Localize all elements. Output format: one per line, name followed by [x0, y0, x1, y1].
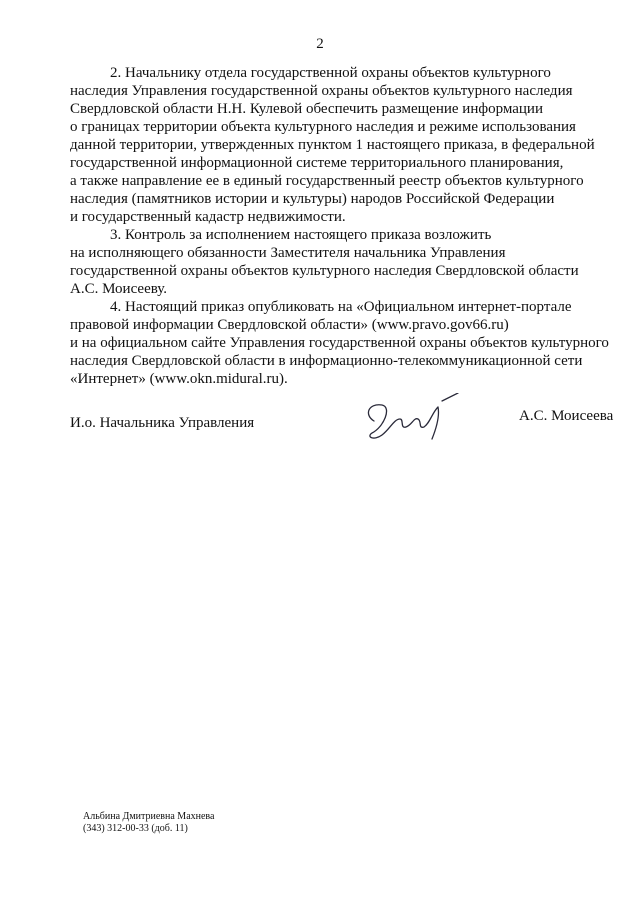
paragraph-4-line: правовой информации Свердловской области» (www.pravo.gov66.ru)	[70, 317, 509, 333]
executor-phone: (343) 312-00-33 (доб. 11)	[83, 823, 188, 834]
paragraph-2-line: а также направление ее в единый государственный реестр объектов культурного	[70, 173, 584, 189]
paragraph-4-line: наследия Свердловской области в информационно-телекоммуникационной сети	[70, 353, 583, 369]
paragraph-3-line: на исполняющего обязанности Заместителя начальника Управления	[70, 245, 506, 261]
paragraph-3-line: А.С. Моисееву.	[70, 281, 168, 297]
paragraph-2-line: данной территории, утвержденных пунктом 1 настоящего приказа, в федеральной	[70, 137, 595, 153]
paragraph-2-line: государственной информационной системе территориального планирования,	[70, 155, 564, 171]
page-number: 2	[316, 36, 324, 52]
paragraph-4-line: и на официальном сайте Управления государственной охраны объектов культурного	[70, 335, 609, 351]
paragraph-2-line: 2. Начальнику отдела государственной охраны объектов культурного	[110, 65, 551, 81]
executor-name: Альбина Дмитриевна Махнева	[83, 811, 215, 822]
signatory-position: И.о. Начальника Управления	[70, 415, 255, 431]
signatory-name: А.С. Моисеева	[519, 408, 614, 424]
paragraph-3-line: государственной охраны объектов культурного наследия Свердловской области	[70, 263, 579, 279]
paragraph-2-line: наследия (памятников истории и культуры) народов Российской Федерации	[70, 191, 555, 207]
paragraph-4-line: 4. Настоящий приказ опубликовать на «Официальном интернет-портале	[110, 299, 572, 315]
paragraph-2-line: Свердловской области Н.Н. Кулевой обеспечить размещение информации	[70, 101, 543, 117]
handwritten-signature	[360, 393, 470, 453]
paragraph-3-line: 3. Контроль за исполнением настоящего приказа возложить	[110, 227, 492, 243]
paragraph-4-line: «Интернет» (www.okn.midural.ru).	[70, 371, 288, 387]
paragraph-2-line: о границах территории объекта культурного наследия и режиме использования	[70, 119, 576, 135]
paragraph-2-line: наследия Управления государственной охраны объектов культурного наследия	[70, 83, 573, 99]
paragraph-2-line: и государственный кадастр недвижимости.	[70, 209, 346, 225]
